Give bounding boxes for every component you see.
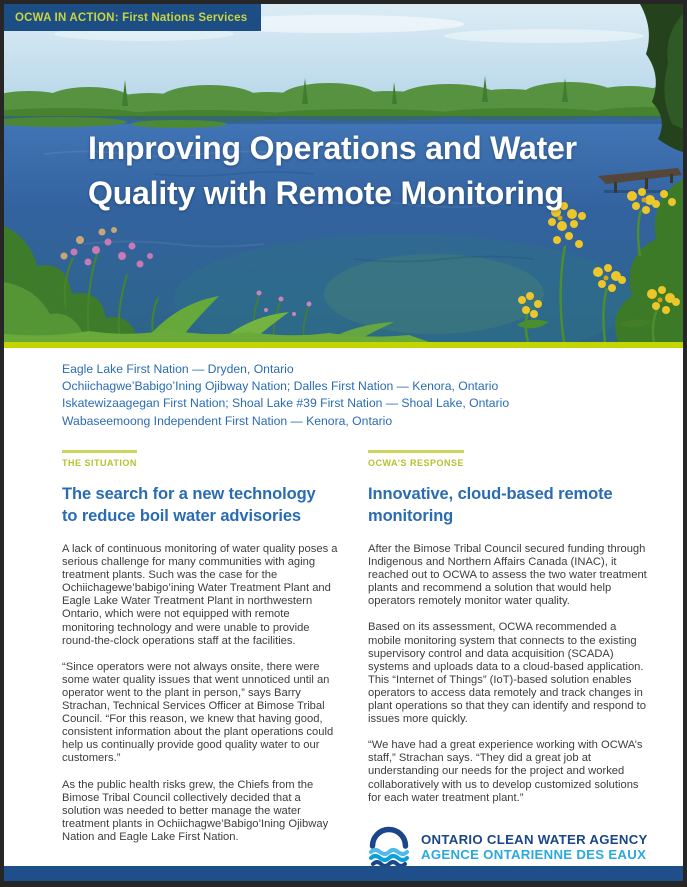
- ocwa-name-english: ONTARIO CLEAN WATER AGENCY: [421, 831, 648, 847]
- page-title-line-2: Quality with Remote Monitoring: [88, 175, 564, 211]
- section-heading-response: Innovative, cloud-based remote monitoring: [368, 485, 613, 525]
- location-line: Eagle Lake First Nation — Dryden, Ontario: [62, 362, 294, 376]
- section-label-response: OCWA’S RESPONSE: [368, 450, 464, 468]
- divider-line: [4, 342, 683, 348]
- locations-list: [62, 361, 509, 430]
- page-title: [88, 126, 577, 216]
- paragraph: After the Bimose Tribal Council secured funding through Indigenous and Northern Affairs Canada (INAC), it reached out to OCWA to assess the two water treatment plants and recommend a solution that would help operators remotely monitor water quality.: [368, 543, 647, 608]
- ocwa-waves-icon: [366, 824, 412, 870]
- banner-label: OCWA IN ACTION: First Nations Services: [15, 11, 248, 24]
- location-line: Wabaseemoong Independent First Nation — Kenora, Ontario: [62, 413, 393, 428]
- hero-photo: [4, 4, 683, 342]
- location-line: Ochiichagwe’Babigo’Ining Ojibway Nation; Dalles First Nation — Kenora, Ontario: [62, 379, 499, 394]
- ocwa-logo-text: [421, 832, 648, 863]
- location-line: Iskatewizaagegan First Nation; Shoal Lake #39 First Nation — Shoal Lake, Ontario: [62, 396, 510, 411]
- banner: [4, 4, 261, 31]
- section-response: [368, 450, 648, 805]
- ocwa-logo: [366, 824, 648, 870]
- paragraph: “We have had a great experience working with OCWA’s staff,” Strachan says. “They did a great job at understanding our needs for the project and worked collaboratively with us to develop customized solutions for each water treatment plant.”: [368, 739, 643, 804]
- section-situation: [62, 450, 338, 844]
- footer-bar: [4, 866, 683, 881]
- paragraph: “Since operators were not always onsite, there were some water quality issues that went unnoticed until an operator went to the plant in person,” says Barry Strachan, Technical Services Officer at Bimose Tribal Council. “For this reason, we knew that having good, consistent information about the plant operations could help us continually provide good quality water to our customers.”: [62, 660, 334, 765]
- section-heading-situation: The search for a new technology to reduce boil water advisories: [62, 485, 316, 525]
- document-page: [4, 4, 683, 881]
- paragraph: Based on its assessment, OCWA recommended a mobile monitoring system that connects to the existing supervisory control and data acquisition (SCADA) systems and uploads data to a cloud-based application. This “Internet of Things” (IoT)-based solution enables operators to access data remotely and track changes in plant operations so that they can identify and respond to issues more quickly.: [368, 621, 647, 726]
- ocwa-name-french: AGENCE ONTARIENNE DES EAUX: [421, 847, 647, 862]
- page-title-line-1: Improving Operations and Water: [88, 130, 577, 166]
- paragraph: As the public health risks grew, the Chiefs from the Bimose Tribal Council collectively decided that a solution was needed to better manage the water treatment plants in Ochiichagwe’Babigo’Ining Ojibway Nation and Eagle Lake First Nation.: [62, 778, 329, 843]
- paragraph: A lack of continuous monitoring of water quality poses a serious challenge for many communities with aging treatment plants. Such was the case for the Ochiichagewe’babigo’ining Water Treatment Plant and Eagle Lake Water Treatment Plant in northwestern Ontario, which were not equipped with remote monitoring technology and were unable to provide round-the-clock operations staff at the facilities.: [62, 543, 338, 647]
- section-label-situation: THE SITUATION: [62, 450, 137, 468]
